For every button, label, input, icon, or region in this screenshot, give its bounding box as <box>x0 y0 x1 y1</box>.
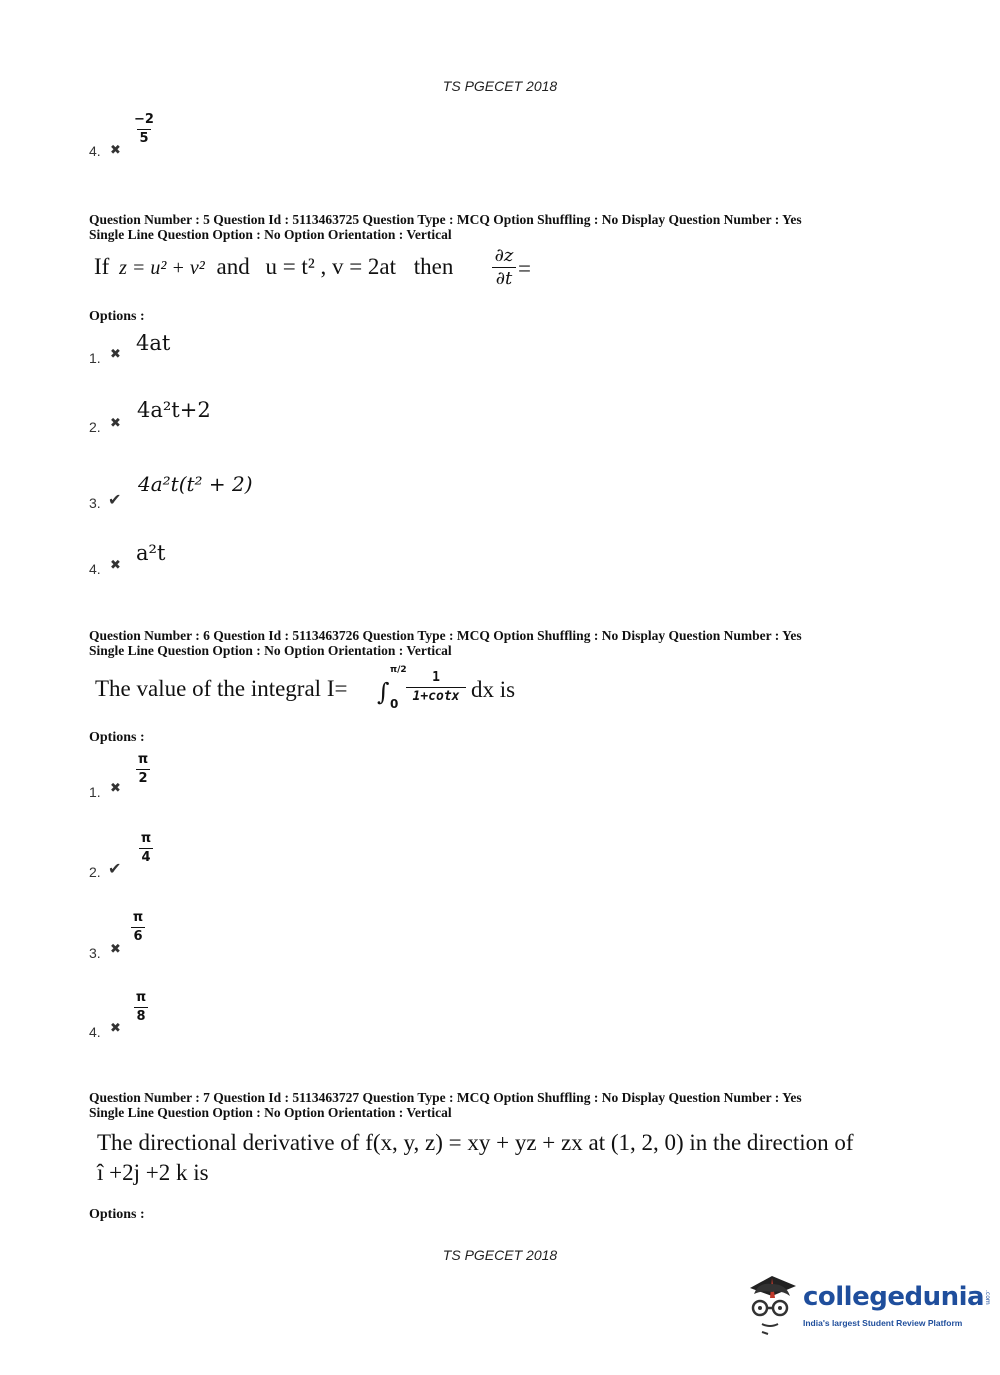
check-icon: ✔ <box>108 859 122 878</box>
integral-upper-limit: π/2 <box>390 665 407 675</box>
q5-option-1-number: 1. <box>89 350 101 366</box>
cross-icon: ✖ <box>110 143 121 158</box>
q5-question-text: If z = u² + v² and u = t² , v = 2at then <box>94 254 454 279</box>
q7-meta-line1: Question Number : 7 Question Id : 5113463727 Question Type : MCQ Option Shuffling : No Display Question Number : Yes <box>89 1090 802 1105</box>
q7-meta-line2: Single Line Question Option : No Option Orientation : Vertical <box>89 1105 452 1120</box>
integral-lower-limit: 0 <box>390 697 399 711</box>
q5-option-1-value[interactable]: 4at <box>136 331 171 355</box>
prev-option-number: 4. <box>89 143 101 159</box>
cross-icon: ✖ <box>110 416 121 431</box>
collegedunia-mascot-icon <box>742 1268 802 1336</box>
q6-option-1-value[interactable]: $\frac{\pi}{2}$ <box>137 752 149 786</box>
collegedunia-tagline: India's largest Student Review Platform <box>803 1318 963 1328</box>
cross-icon: ✖ <box>110 942 121 957</box>
page-header: TS PGECET 2018 <box>442 78 558 94</box>
q5-meta-line2: Single Line Question Option : No Option Orientation : Vertical <box>89 227 452 242</box>
q5-meta <box>89 212 802 242</box>
cross-icon: ✖ <box>110 1021 121 1036</box>
q5-option-4-number: 4. <box>89 561 101 577</box>
prev-option-fraction <box>134 112 154 147</box>
q6-question-suffix: dx is <box>471 677 516 702</box>
cross-icon: ✖ <box>110 347 121 362</box>
q6-option-3-value[interactable]: $\frac{\pi}{6}$ <box>132 910 144 944</box>
q6-meta-line1: Question Number : 6 Question Id : 5113463726 Question Type : MCQ Option Shuffling : No Display Question Number : Yes <box>89 628 802 643</box>
q7-options-label: Options : <box>89 1207 145 1222</box>
q6-option-1-number: 1. <box>89 784 101 800</box>
integral-sign: ∫ <box>377 678 390 706</box>
q6-option-4-number: 4. <box>89 1024 101 1040</box>
denominator: 5 <box>139 131 149 146</box>
q6-option-4-value[interactable]: $\frac{\pi}{8}$ <box>135 990 147 1024</box>
numerator: −2 <box>134 112 154 127</box>
q6-option-3-number: 3. <box>89 945 101 961</box>
q5-option-3-number: 3. <box>89 495 101 511</box>
q5-options-label: Options : <box>89 309 145 324</box>
page-footer: TS PGECET 2018 <box>442 1247 558 1263</box>
q6-options-label: Options : <box>89 730 145 745</box>
q6-meta <box>89 628 802 658</box>
q5-option-2-number: 2. <box>89 419 101 435</box>
cross-icon: ✖ <box>110 781 121 796</box>
q6-integrand-fraction: 1 1+cotx <box>406 670 466 705</box>
collegedunia-logo: collegedunia.com <box>803 1282 992 1312</box>
q6-question-prefix: The value of the integral I= <box>95 676 348 701</box>
q6-meta-line2: Single Line Question Option : No Option Orientation : Vertical <box>89 643 452 658</box>
q6-option-2-number: 2. <box>89 864 101 880</box>
q5-option-4-value[interactable]: a²t <box>136 541 166 565</box>
cross-icon: ✖ <box>110 558 121 573</box>
q7-question-line1: The directional derivative of f(x, y, z) = xy + yz + zx at (1, 2, 0) in the direction of <box>97 1130 854 1155</box>
q7-question-line2: î +2j +2 k is <box>97 1160 209 1185</box>
q5-option-3-value[interactable]: 4a²t(t² + 2) <box>138 472 253 496</box>
q5-option-2-value[interactable]: 4a²t+2 <box>137 398 211 422</box>
q5-meta-line1: Question Number : 5 Question Id : 5113463725 Question Type : MCQ Option Shuffling : No Display Question Number : Yes <box>89 212 802 227</box>
q5-equals: = <box>518 256 531 281</box>
q6-option-2-value[interactable]: $\frac{\pi}{4}$ <box>140 831 152 865</box>
q7-meta <box>89 1090 802 1120</box>
check-icon: ✔ <box>108 490 122 509</box>
q5-derivative-fraction: ∂z ∂t <box>492 246 516 289</box>
